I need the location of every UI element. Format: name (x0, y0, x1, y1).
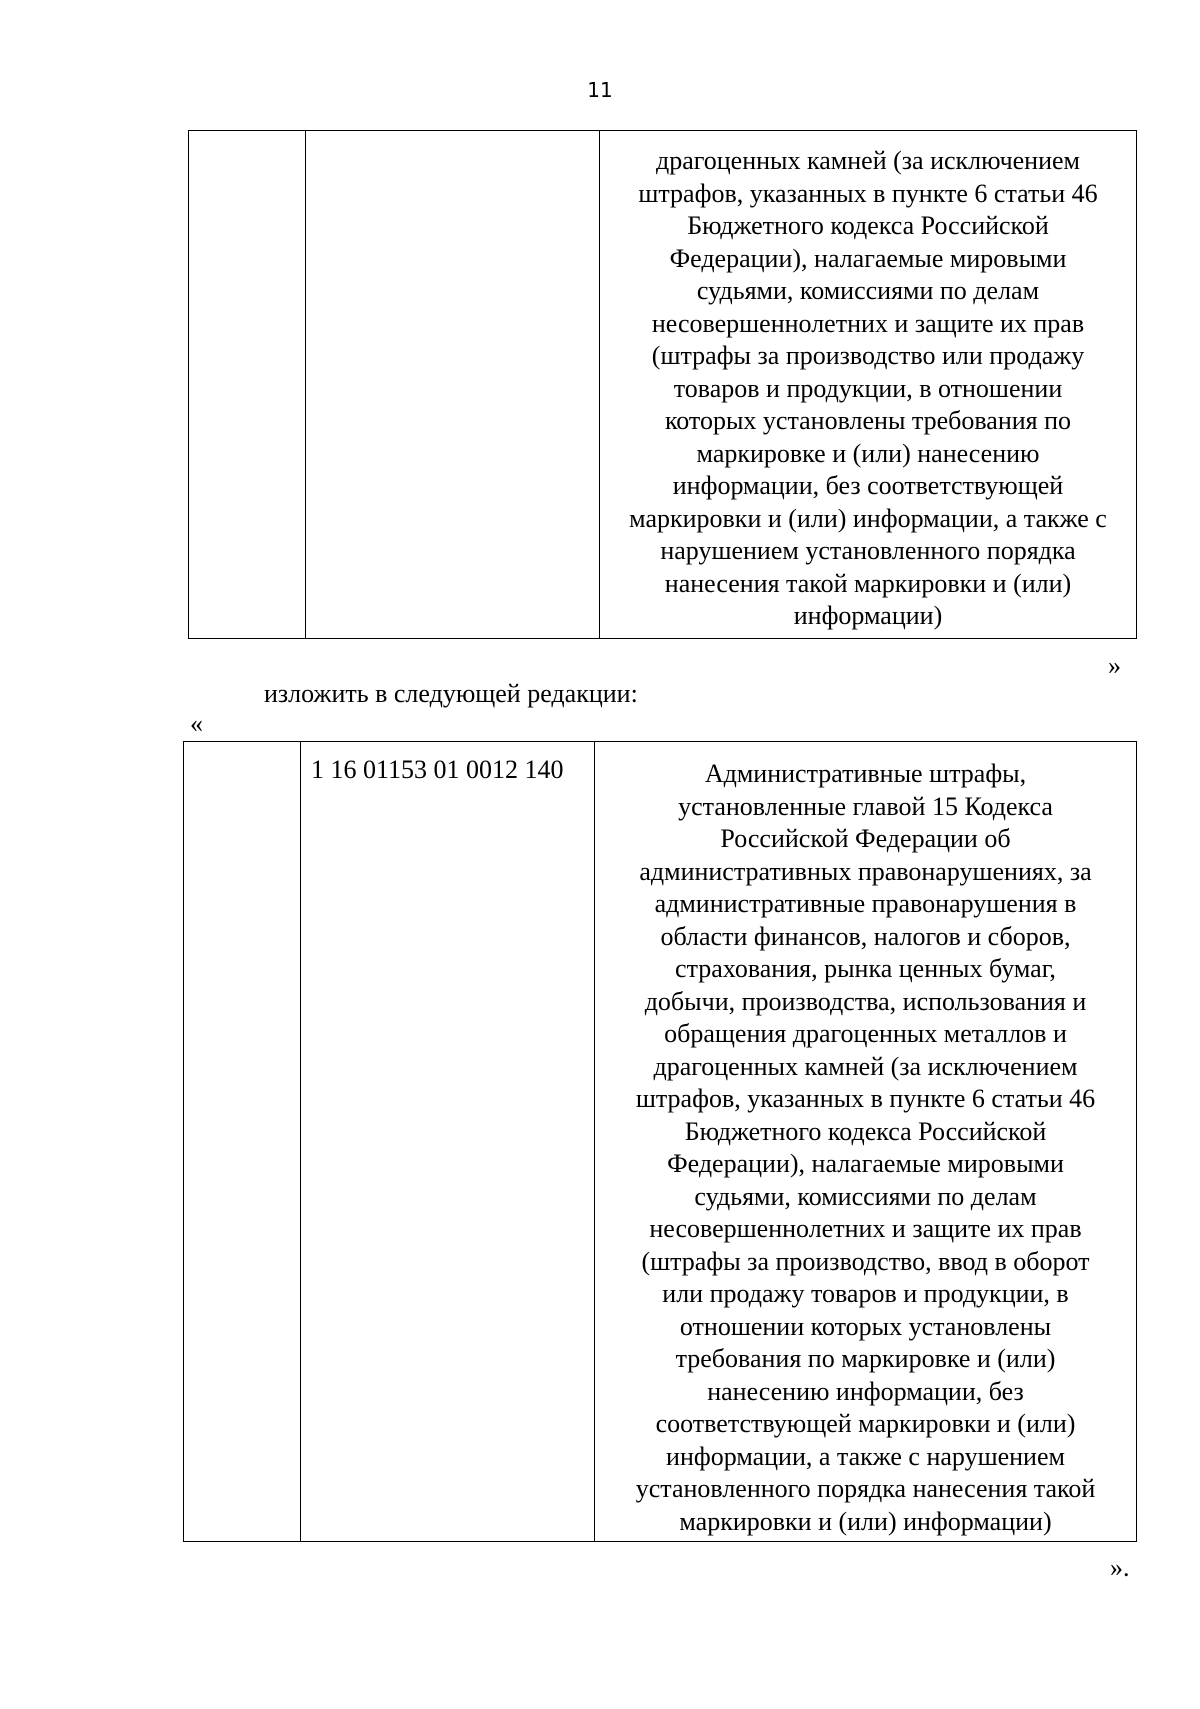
old-table-col2 (305, 131, 599, 638)
new-table-col1 (184, 742, 300, 1541)
new-table-code: 1 16 01153 01 0012 140 (300, 742, 594, 1541)
closing-quote-old-table: » (1108, 651, 1121, 680)
instruction-text: изложить в следующей редакции: (264, 679, 638, 708)
old-table-col1 (189, 131, 305, 638)
new-table (183, 741, 1137, 1542)
old-table (188, 130, 1137, 639)
new-table-description: Административные штрафы, установленные главой 15 Кодекса Российской Федерации об административных правонарушениях, за административные правонарушения в области финансов, налогов и сборов, страхования, рынка ценных бумаг, добычи, производства, использования и обращения драгоценных металлов и драгоценных камней (за исключением штрафов, указанных в пункте 6 статьи 46 Бюджетного кодекса Российской Федерации), налагаемые мировыми судьями, комиссиями по делам несовершеннолетних и защите их прав (штрафы за производство, ввод в оборот или продажу товаров и продукции, в отношении которых установлены требования по маркировке и (или) нанесению информации, без соответствующей маркировки и (или) информации, а также с нарушением установленного порядка нанесения такой маркировки и (или) информации) (594, 742, 1136, 1541)
closing-quote-new-table: ». (1110, 1553, 1130, 1582)
opening-quote-new-table: « (190, 709, 203, 738)
page-number: 11 (587, 78, 613, 102)
old-table-description: драгоценных камней (за исключением штрафов, указанных в пункте 6 статьи 46 Бюджетного кодекса Российской Федерации), налагаемые мировыми судьями, комиссиями по делам несовершеннолетних и защите их прав (штрафы за производство или продажу товаров и продукции, в отношении которых установлены требования по маркировке и (или) нанесению информации, без соответствующей маркировки и (или) информации, а также с нарушением установленного порядка нанесения такой маркировки и (или) информации) (599, 131, 1136, 638)
